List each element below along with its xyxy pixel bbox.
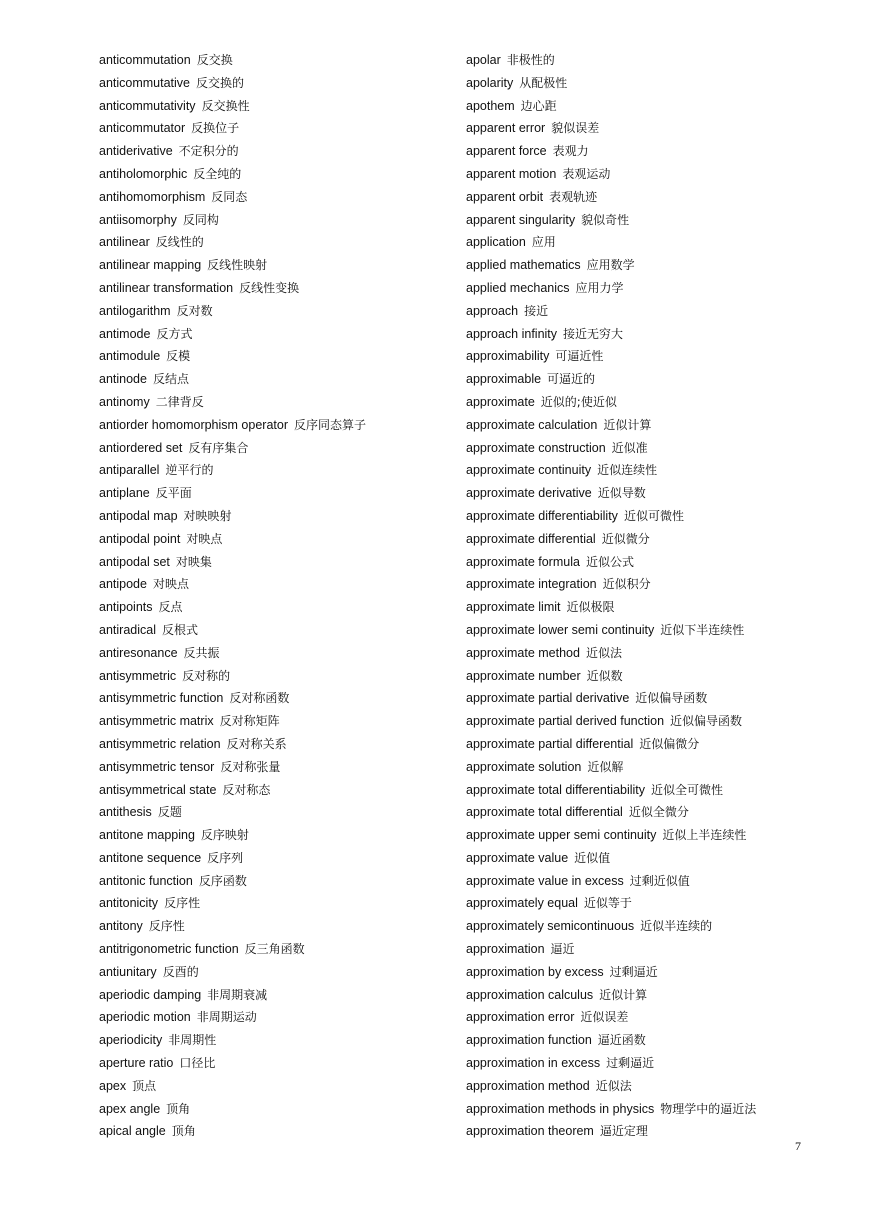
entry-term: antisymmetric matrix (99, 714, 214, 729)
entry-term: apparent error (466, 121, 546, 136)
entry-term: antisymmetric tensor (99, 759, 215, 774)
glossary-entry (99, 938, 449, 961)
entry-term: antitonic function (99, 873, 193, 888)
entry-translation: 近似上半连续性 (662, 828, 747, 843)
glossary-entry (466, 961, 816, 984)
glossary-entry (99, 642, 449, 665)
entry-translation: 近似半连续的 (640, 919, 713, 934)
entry-term: approximate partial derivative (466, 691, 630, 706)
entry-translation: 近似计算 (599, 987, 648, 1002)
glossary-entry (99, 254, 449, 277)
entry-term: approach (466, 303, 519, 318)
entry-translation: 貌似奇性 (581, 212, 630, 227)
entry-translation: 接近 (524, 303, 549, 318)
glossary-entry (99, 779, 449, 802)
entry-translation: 表观运动 (562, 166, 611, 181)
entry-translation: 近似法 (585, 645, 622, 660)
entry-translation: 近似可微性 (623, 508, 684, 523)
entry-term: antitone sequence (99, 850, 202, 865)
entry-term: antinode (99, 372, 147, 387)
glossary-entry (99, 49, 449, 72)
glossary-entry (99, 984, 449, 1007)
entry-term: approximately equal (466, 896, 578, 911)
glossary-entry (466, 801, 816, 824)
glossary-entry (466, 323, 816, 346)
glossary-entry (466, 1120, 816, 1143)
glossary-entry (466, 414, 816, 437)
glossary-entry (466, 300, 816, 323)
glossary-entry (99, 323, 449, 346)
entry-term: approximation methods in physics (466, 1101, 655, 1116)
entry-term: approximation calculus (466, 987, 594, 1002)
entry-translation: 反点 (158, 600, 183, 615)
entry-term: approximate method (466, 645, 580, 660)
entry-translation: 接近无穷大 (563, 326, 624, 341)
entry-term: aperiodic motion (99, 1010, 191, 1025)
glossary-entry (99, 437, 449, 460)
entry-term: antitrigonometric function (99, 942, 239, 957)
glossary-entry (99, 414, 449, 437)
entry-term: apparent force (466, 144, 547, 159)
entry-translation: 对映点 (186, 531, 223, 546)
entry-term: approximability (466, 349, 550, 364)
entry-translation: 近似的;使近似 (540, 394, 617, 409)
entry-term: antitony (99, 919, 143, 934)
entry-translation: 非周期性 (168, 1033, 217, 1048)
entry-term: antiordered set (99, 440, 183, 455)
entry-term: aperture ratio (99, 1056, 174, 1071)
entry-translation: 非周期衰减 (207, 987, 268, 1002)
glossary-entry (466, 140, 816, 163)
entry-translation: 反共振 (183, 645, 220, 660)
entry-term: antiparallel (99, 463, 160, 478)
entry-translation: 顶角 (166, 1101, 191, 1116)
entry-translation: 反平面 (155, 486, 192, 501)
entry-term: anticommutative (99, 75, 191, 90)
glossary-entry (466, 733, 816, 756)
entry-translation: 反交换的 (196, 75, 245, 90)
entry-translation: 近似值 (574, 850, 611, 865)
entry-translation: 对映点 (152, 577, 189, 592)
entry-translation: 近似下半连续性 (660, 622, 745, 637)
glossary-entry (466, 573, 816, 596)
glossary-entry (99, 1098, 449, 1121)
glossary-entry (99, 1006, 449, 1029)
entry-term: antipodal point (99, 531, 181, 546)
entry-term: apex angle (99, 1101, 161, 1116)
glossary-entry (466, 72, 816, 95)
glossary-entry (466, 847, 816, 870)
glossary-entry (466, 231, 816, 254)
entry-translation: 可逼近性 (555, 349, 604, 364)
entry-translation: 反序同态算子 (293, 417, 366, 432)
entry-term: antitonicity (99, 896, 159, 911)
entry-term: antitone mapping (99, 828, 195, 843)
glossary-entry (99, 733, 449, 756)
glossary-entry (466, 345, 816, 368)
entry-translation: 反对称的 (182, 668, 231, 683)
entry-term: antipodal map (99, 508, 178, 523)
entry-term: antisymmetric relation (99, 736, 221, 751)
entry-translation: 近似公式 (585, 554, 634, 569)
entry-term: approximate formula (466, 554, 580, 569)
glossary-entry (99, 163, 449, 186)
entry-term: aperiodic damping (99, 987, 202, 1002)
entry-translation: 反序性 (164, 896, 201, 911)
entry-translation: 反交换性 (201, 98, 250, 113)
entry-translation: 反序性 (148, 919, 185, 934)
glossary-entry (466, 528, 816, 551)
glossary-entry (99, 573, 449, 596)
entry-term: approximate total differentiability (466, 782, 646, 797)
entry-translation: 反同态 (211, 189, 248, 204)
glossary-entry (99, 710, 449, 733)
entry-translation: 反结点 (152, 372, 189, 387)
entry-translation: 从配极性 (519, 75, 568, 90)
glossary-entry (466, 505, 816, 528)
entry-term: approximate number (466, 668, 581, 683)
entry-term: approximate solution (466, 759, 582, 774)
glossary-entry (99, 1075, 449, 1098)
glossary-entry (99, 300, 449, 323)
glossary-entry (99, 72, 449, 95)
entry-term: approximate calculation (466, 417, 598, 432)
entry-term: approximate differentiability (466, 508, 618, 523)
entry-translation: 近似法 (595, 1078, 632, 1093)
entry-term: approximate integration (466, 577, 597, 592)
entry-term: approximation in excess (466, 1056, 601, 1071)
entry-translation: 近似数 (586, 668, 623, 683)
entry-translation: 反模 (166, 349, 191, 364)
entry-term: approach infinity (466, 326, 558, 341)
entry-term: approximate continuity (466, 463, 592, 478)
entry-term: approximate value in excess (466, 873, 624, 888)
entry-term: approximate (466, 394, 535, 409)
glossary-entry (99, 824, 449, 847)
entry-translation: 逼近 (550, 942, 575, 957)
glossary-entry (99, 961, 449, 984)
entry-term: anticommutator (99, 121, 186, 136)
glossary-entry (99, 140, 449, 163)
glossary-entry (99, 870, 449, 893)
entry-translation: 反换位子 (191, 121, 240, 136)
glossary-entry (99, 117, 449, 140)
glossary-entry (466, 368, 816, 391)
glossary-entry (466, 117, 816, 140)
entry-translation: 对映映射 (183, 508, 232, 523)
glossary-entry (99, 277, 449, 300)
entry-translation: 非周期运动 (196, 1010, 257, 1025)
entry-translation: 过剩近似值 (629, 873, 690, 888)
entry-term: approximable (466, 372, 542, 387)
entry-term: approximate construction (466, 440, 606, 455)
entry-translation: 反线性映射 (207, 258, 268, 273)
entry-translation: 反有序集合 (188, 440, 249, 455)
entry-translation: 对映集 (175, 554, 212, 569)
glossary-entry (99, 391, 449, 414)
right-column (466, 49, 816, 1143)
entry-term: antimode (99, 326, 151, 341)
entry-term: antipodal set (99, 554, 170, 569)
glossary-entry (466, 1098, 816, 1121)
glossary-entry (466, 915, 816, 938)
glossary-entry (99, 231, 449, 254)
glossary-entry (99, 209, 449, 232)
glossary-entry (99, 687, 449, 710)
entry-term: apolarity (466, 75, 514, 90)
entry-translation: 反酉的 (162, 964, 199, 979)
entry-translation: 反三角函数 (244, 942, 305, 957)
entry-translation: 近似偏微分 (639, 736, 700, 751)
entry-term: apical angle (99, 1124, 166, 1139)
glossary-entry (99, 345, 449, 368)
entry-translation: 近似全微分 (628, 805, 689, 820)
entry-term: antipoints (99, 600, 153, 615)
entry-translation: 近似导数 (597, 486, 646, 501)
entry-term: antimodule (99, 349, 161, 364)
entry-translation: 反线性变换 (239, 280, 300, 295)
entry-term: antilogarithm (99, 303, 171, 318)
entry-translation: 非极性的 (506, 53, 555, 67)
glossary-entry (466, 892, 816, 915)
entry-translation: 近似等于 (583, 896, 632, 911)
glossary-entry (466, 938, 816, 961)
entry-translation: 近似微分 (601, 531, 650, 546)
glossary-entry (99, 551, 449, 574)
entry-translation: 过剩逼近 (606, 1056, 655, 1071)
glossary-entry (466, 779, 816, 802)
entry-translation: 反对称态 (222, 782, 271, 797)
entry-term: applied mechanics (466, 280, 570, 295)
glossary-entry (99, 801, 449, 824)
glossary-entry (466, 1075, 816, 1098)
entry-term: approximate differential (466, 531, 596, 546)
glossary-entry (466, 1029, 816, 1052)
entry-translation: 近似准 (611, 440, 648, 455)
entry-translation: 反同构 (182, 212, 219, 227)
entry-translation: 反对称张量 (220, 759, 281, 774)
entry-translation: 近似极限 (566, 600, 615, 615)
glossary-entry (99, 95, 449, 118)
glossary-entry (466, 1006, 816, 1029)
glossary-entry (99, 892, 449, 915)
glossary-entry (99, 186, 449, 209)
glossary-entry (466, 163, 816, 186)
glossary-entry (466, 95, 816, 118)
entry-translation: 反方式 (156, 326, 193, 341)
entry-term: approximately semicontinuous (466, 919, 635, 934)
entry-translation: 反线性的 (155, 235, 204, 250)
entry-translation: 物理学中的逼近法 (660, 1101, 757, 1116)
entry-translation: 近似解 (587, 759, 624, 774)
glossary-entry (466, 254, 816, 277)
entry-term: approximate total differential (466, 805, 623, 820)
entry-term: antiderivative (99, 144, 173, 159)
glossary-entry (466, 596, 816, 619)
glossary-entry (99, 665, 449, 688)
entry-translation: 二律背反 (155, 394, 204, 409)
entry-translation: 不定积分的 (178, 144, 239, 159)
entry-translation: 可逼近的 (547, 372, 596, 387)
entry-term: approximate partial differential (466, 736, 634, 751)
entry-term: apolar (466, 53, 501, 67)
entry-term: approximate partial derived function (466, 714, 665, 729)
entry-translation: 逼近定理 (599, 1124, 648, 1139)
entry-translation: 顶角 (171, 1124, 196, 1139)
entry-term: antilinear transformation (99, 280, 234, 295)
entry-term: antisymmetric function (99, 691, 224, 706)
entry-term: approximate value (466, 850, 569, 865)
entry-translation: 近似偏导函数 (635, 691, 708, 706)
glossary-entry (466, 710, 816, 733)
entry-term: approximation method (466, 1078, 590, 1093)
entry-term: antipode (99, 577, 147, 592)
entry-translation: 反序列 (207, 850, 244, 865)
entry-term: apex (99, 1078, 127, 1093)
entry-translation: 边心距 (520, 98, 557, 113)
entry-term: approximation by excess (466, 964, 604, 979)
entry-translation: 表观轨迹 (549, 189, 598, 204)
glossary-entry (466, 391, 816, 414)
glossary-entry (99, 505, 449, 528)
glossary-entry (99, 1029, 449, 1052)
entry-term: antinomy (99, 394, 150, 409)
glossary-entry (99, 619, 449, 642)
entry-translation: 应用数学 (586, 258, 635, 273)
entry-translation: 近似偏导函数 (670, 714, 743, 729)
entry-translation: 反对数 (176, 303, 213, 318)
entry-translation: 表观力 (552, 144, 589, 159)
entry-term: antiresonance (99, 645, 178, 660)
glossary-entry (99, 459, 449, 482)
entry-term: aperiodicity (99, 1033, 163, 1048)
glossary-entry (466, 482, 816, 505)
glossary-entry (466, 870, 816, 893)
entry-term: anticommutativity (99, 98, 196, 113)
entry-term: approximate lower semi continuity (466, 622, 655, 637)
entry-term: anticommutation (99, 53, 191, 67)
glossary-entry (99, 596, 449, 619)
entry-term: approximation function (466, 1033, 592, 1048)
entry-term: approximate limit (466, 600, 561, 615)
entry-translation: 近似全可微性 (651, 782, 724, 797)
entry-term: approximate derivative (466, 486, 592, 501)
entry-term: applied mathematics (466, 258, 581, 273)
glossary-entry (466, 551, 816, 574)
entry-term: antisymmetric (99, 668, 177, 683)
entry-translation: 应用 (531, 235, 556, 250)
glossary-entry (466, 209, 816, 232)
glossary-entry (466, 687, 816, 710)
entry-term: apparent singularity (466, 212, 576, 227)
entry-term: antiradical (99, 622, 156, 637)
entry-term: antiplane (99, 486, 150, 501)
glossary-entry (99, 1120, 449, 1143)
glossary-entry (99, 528, 449, 551)
entry-translation: 貌似误差 (551, 121, 600, 136)
entry-term: approximation (466, 942, 545, 957)
entry-term: application (466, 235, 526, 250)
entry-term: apothem (466, 98, 515, 113)
entry-term: antithesis (99, 805, 152, 820)
glossary-entry (99, 915, 449, 938)
glossary-entry (99, 1052, 449, 1075)
glossary-entry (466, 665, 816, 688)
entry-term: antisymmetrical state (99, 782, 217, 797)
glossary-entry (466, 756, 816, 779)
entry-term: apparent motion (466, 166, 557, 181)
entry-translation: 近似积分 (602, 577, 651, 592)
entry-translation: 反序映射 (200, 828, 249, 843)
glossary-entry (99, 756, 449, 779)
entry-translation: 反对称函数 (229, 691, 290, 706)
glossary-entry (99, 368, 449, 391)
entry-term: antiorder homomorphism operator (99, 417, 288, 432)
entry-translation: 近似误差 (580, 1010, 629, 1025)
entry-term: antihomomorphism (99, 189, 206, 204)
page-number: 7 (795, 1139, 801, 1153)
glossary-entry (466, 186, 816, 209)
entry-term: apparent orbit (466, 189, 544, 204)
left-column (99, 49, 449, 1143)
glossary-entry (466, 824, 816, 847)
entry-term: antiholomorphic (99, 166, 188, 181)
entry-term: antilinear (99, 235, 150, 250)
entry-translation: 口径比 (179, 1056, 216, 1071)
glossary-entry (466, 642, 816, 665)
glossary-entry (466, 437, 816, 460)
entry-translation: 反序函数 (198, 873, 247, 888)
entry-translation: 逆平行的 (165, 463, 214, 478)
entry-term: antiisomorphy (99, 212, 177, 227)
entry-term: antilinear mapping (99, 258, 202, 273)
entry-translation: 近似连续性 (597, 463, 658, 478)
entry-translation: 应用力学 (575, 280, 624, 295)
entry-term: approximation theorem (466, 1124, 594, 1139)
glossary-entry (466, 459, 816, 482)
entry-translation: 反对称关系 (226, 736, 287, 751)
entry-translation: 过剩逼近 (609, 964, 658, 979)
entry-term: approximate upper semi continuity (466, 828, 657, 843)
entry-translation: 顶点 (132, 1078, 157, 1093)
glossary-entry (466, 49, 816, 72)
entry-term: approximation error (466, 1010, 575, 1025)
entry-translation: 反交换 (196, 53, 233, 67)
entry-translation: 反根式 (161, 622, 198, 637)
glossary-entry (466, 277, 816, 300)
glossary-entry (466, 1052, 816, 1075)
entry-translation: 反全纯的 (193, 166, 242, 181)
entry-translation: 近似计算 (603, 417, 652, 432)
entry-translation: 反题 (157, 805, 182, 820)
glossary-entry (99, 847, 449, 870)
entry-translation: 逼近函数 (597, 1033, 646, 1048)
entry-translation: 反对称矩阵 (219, 714, 280, 729)
glossary-entry (466, 984, 816, 1007)
glossary-entry (466, 619, 816, 642)
entry-term: antiunitary (99, 964, 157, 979)
glossary-entry (99, 482, 449, 505)
